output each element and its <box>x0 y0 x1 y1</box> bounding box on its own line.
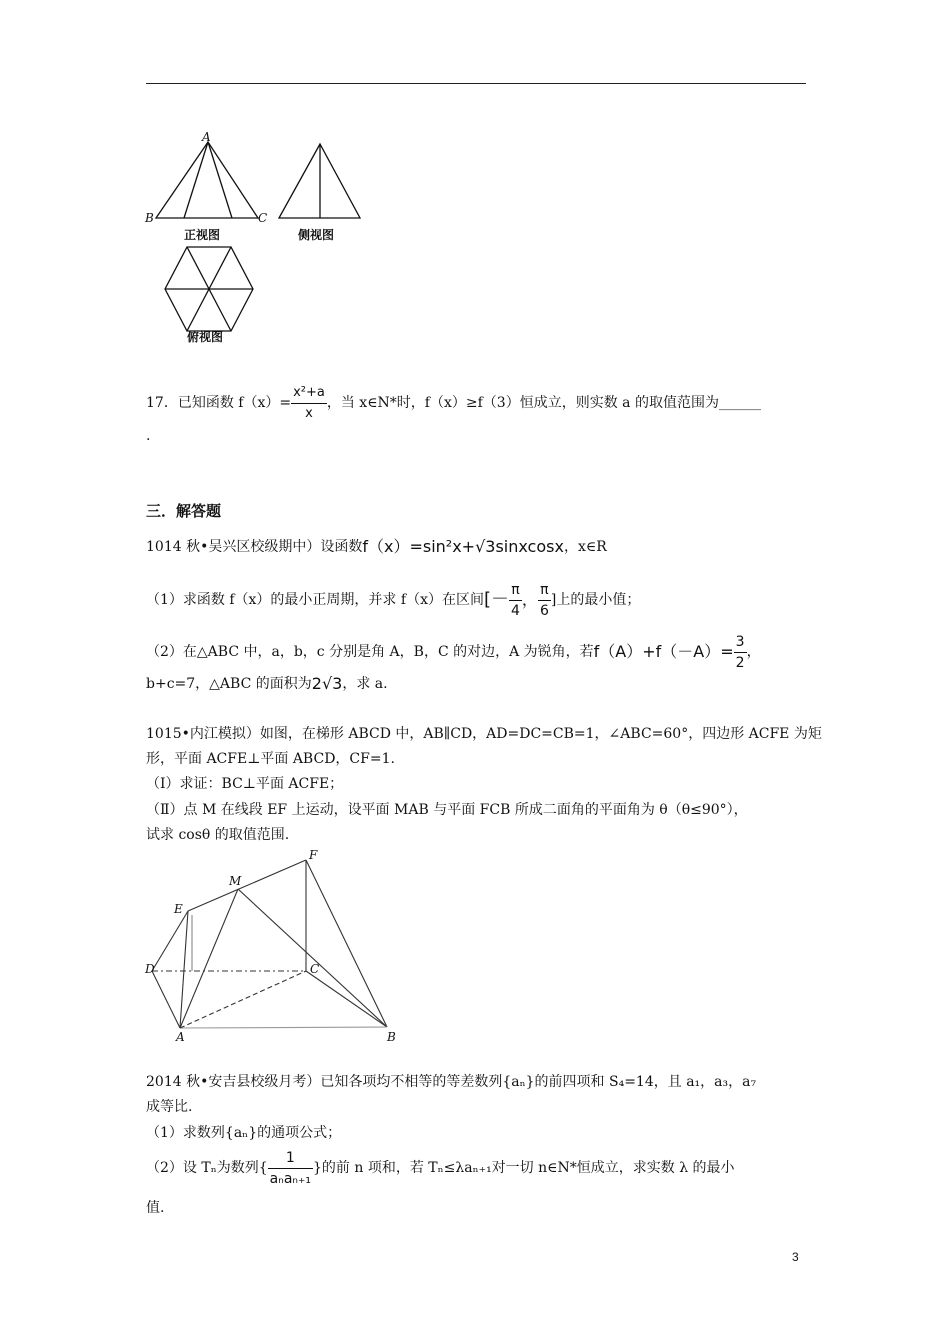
pi-over-6-denominator: 6 <box>539 602 549 619</box>
q1014-part2-cont <box>146 674 388 694</box>
three-halves-fraction <box>734 632 747 673</box>
pi-over-4-numerator: π <box>509 580 522 601</box>
q1015-line5: 试求 cosθ 的取值范围. <box>146 827 290 843</box>
point-d-label: D <box>145 962 155 976</box>
pi-over-4-denominator: 4 <box>511 602 520 619</box>
q1014-part1-end: ]上的最小值； <box>550 592 641 608</box>
q17-fraction <box>291 383 327 424</box>
point-e-label: E <box>174 902 183 916</box>
front-view-drawing <box>156 142 258 218</box>
vertex-a-label: A <box>202 130 211 144</box>
vertex-c-label: C <box>258 211 268 225</box>
top-view-label: 俯视图 <box>187 330 224 344</box>
q2014-line4-end: }的前 n 项和，若 Tₙ≤λaₙ₊₁对一切 n∈N*恒成立，求实数 λ 的最小 <box>313 1160 735 1176</box>
q1014-domain: ，x∈R <box>563 539 607 555</box>
point-b-label: B <box>387 1030 396 1044</box>
q17-denominator: x <box>305 405 313 421</box>
top-view-drawing <box>165 247 253 331</box>
interval-left-bracket: [－ <box>483 589 509 610</box>
reciprocal-fraction <box>268 1148 313 1189</box>
q2014-line1: 2014 秋•安吉县校级月考）已知各项均不相等的等差数列{aₙ}的前四项和 S₄=14，且 a₁，a₃，a₇ <box>146 1074 757 1090</box>
q1014-part2-line2: b+c=7，△ABC 的面积为 <box>146 676 312 692</box>
q1015-line1: 1015•内江模拟）如图，在梯形 ABCD 中，AB∥CD，AD=DC=CB=1，∠ABC=60°，四边形 ACFE 为矩 <box>146 726 822 742</box>
page-number: 3 <box>792 1250 799 1264</box>
three-halves-numerator: 3 <box>734 632 747 653</box>
q17-numerator: x²+a <box>291 383 327 404</box>
header-rule <box>146 83 806 84</box>
q1014-part2-text: （2）在△ABC 中，a，b，c 分别是角 A，B，C 的对边，A 为锐角，若 <box>146 644 594 660</box>
q1014-part1 <box>146 578 640 622</box>
q1014-part2 <box>146 630 761 674</box>
reciprocal-numerator: 1 <box>268 1148 313 1169</box>
q2014-line2: 成等比. <box>146 1099 193 1115</box>
q17-end: . <box>146 428 151 444</box>
point-a-label: A <box>176 1030 185 1044</box>
q17-blank: ______ <box>718 395 761 411</box>
vertex-b-label: B <box>145 211 154 225</box>
q1014-source: 1014 秋•吴兴区校级期中）设函数 <box>146 539 363 555</box>
q1015-line2: 形，平面 ACFE⊥平面 ABCD，CF=1. <box>146 751 395 767</box>
point-m-label: M <box>229 874 242 888</box>
pi-over-6-numerator: π <box>538 580 551 601</box>
q1015-line3: （Ⅰ）求证：BC⊥平面 ACFE； <box>146 776 344 792</box>
side-view-label: 侧视图 <box>298 228 335 242</box>
q1014-part2-comma: ， <box>746 644 761 660</box>
side-view-drawing <box>279 144 360 218</box>
q1014-formula: f（x）=sin²x+√3sinxcosx <box>362 537 564 556</box>
three-halves-denominator: 2 <box>735 654 745 671</box>
area-value: 2√3 <box>311 674 343 693</box>
interval-separator: ， <box>521 590 538 609</box>
q17-suffix: ，当 x∈N*时，f（x）≥f（3）恒成立，则实数 a 的取值范围为 <box>326 395 719 411</box>
q1015-line4: （Ⅱ）点 M 在线段 EF 上运动，设平面 MAB 与平面 FCB 所成二面角的平面角为 θ（θ≤90°）， <box>146 802 748 818</box>
q1014-part2-end: ，求 a. <box>342 676 388 692</box>
point-c-label: C <box>310 962 320 976</box>
q1014-part1-text: （1）求函数 f（x）的最小正周期，并求 f（x）在区间 <box>146 592 484 608</box>
three-view-figure <box>140 130 380 350</box>
pi-over-6-fraction <box>538 580 551 621</box>
question-17 <box>146 381 761 425</box>
trapezoid-3d-figure <box>140 845 410 1045</box>
pi-over-4-fraction <box>509 580 522 621</box>
section-title: 三．解答题 <box>146 502 222 520</box>
point-f-label: F <box>309 848 318 862</box>
reciprocal-denominator: aₙaₙ₊₁ <box>269 1170 311 1187</box>
q2014-line3: （1）求数列{aₙ}的通项公式； <box>146 1125 342 1141</box>
q17-prefix: 17．已知函数 f（x）= <box>146 395 292 411</box>
q1014-part2-formula: f（A）+f（－A）= <box>593 642 734 661</box>
q1014-intro <box>146 537 607 557</box>
q2014-line5: 值. <box>146 1200 165 1216</box>
q2014-line4 <box>146 1146 735 1190</box>
q2014-line4-start: （2）设 Tₙ为数列{ <box>146 1160 268 1176</box>
front-view-label: 正视图 <box>184 228 221 242</box>
